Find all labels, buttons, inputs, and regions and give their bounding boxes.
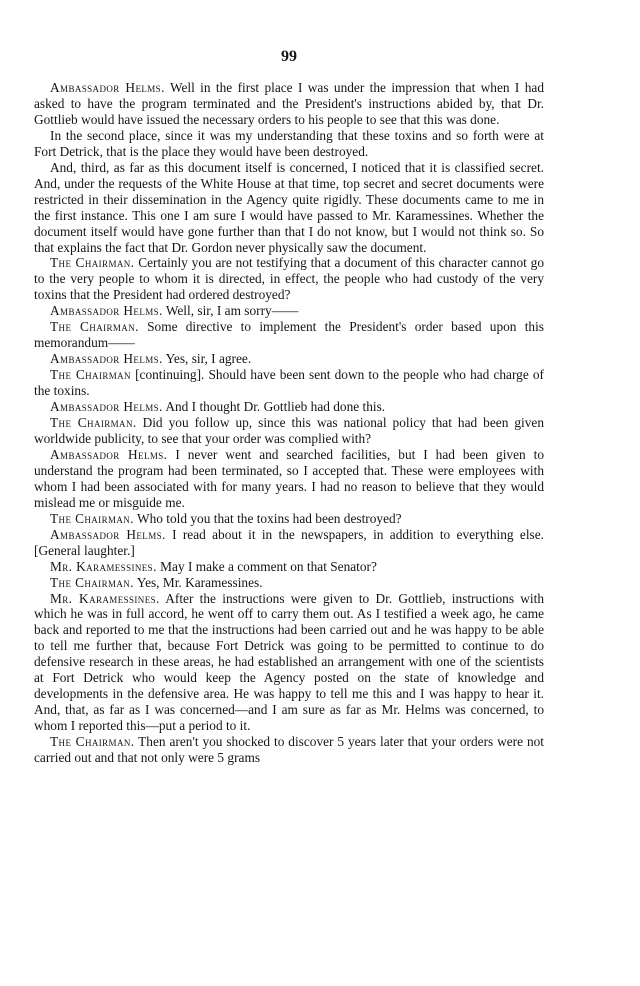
paragraph-text: Did you follow up, since this was national policy that had been given worldwide publicity, to see that your order was complied with? bbox=[34, 415, 545, 446]
speaker-name: Mr. Karamessines. bbox=[50, 590, 160, 606]
speaker-name: The Chairman. bbox=[50, 415, 137, 431]
paragraph bbox=[34, 128, 544, 160]
paragraph bbox=[34, 591, 544, 735]
paragraph-text: Yes, Mr. Karamessines. bbox=[133, 574, 263, 590]
paragraph-text: And, third, as far as this document itself is concerned, I noticed that it is classified secret. And, under the requests of the White House at that time, top secret and secret documents were restricted in their dissemination in the Agency quite rigidly. These documents came to me in the first instance. This one I am sure I would have passed to Mr. Karamessines. Whether the document itself would have gone further than that I do not know, but I would not think so. So that explains the fact that Dr. Gordon never physically saw the document. bbox=[34, 159, 544, 255]
speaker-name: Ambassador Helms. bbox=[50, 303, 163, 319]
paragraph bbox=[34, 527, 544, 559]
speaker-name: Ambassador Helms. bbox=[50, 399, 163, 415]
paragraph bbox=[34, 559, 544, 575]
paragraph bbox=[34, 399, 544, 415]
speaker-name: Ambassador Helms. bbox=[50, 351, 163, 367]
speaker-name: Mr. Karamessines. bbox=[50, 558, 157, 574]
speaker-name: The Chairman. bbox=[50, 319, 139, 335]
speaker-name: Ambassador Helms. bbox=[50, 446, 168, 462]
paragraph-text: Yes, sir, I agree. bbox=[162, 351, 252, 367]
speaker-name: The Chairman bbox=[50, 367, 131, 383]
paragraph bbox=[34, 351, 544, 367]
paragraph-text: Who told you that the toxins had been destroyed? bbox=[133, 510, 402, 526]
speaker-name: The Chairman. bbox=[50, 574, 134, 590]
speaker-name: Ambassador Helms. bbox=[50, 526, 166, 542]
speaker-name: The Chairman. bbox=[50, 255, 135, 271]
paragraph bbox=[34, 80, 544, 128]
speaker-name: The Chairman. bbox=[50, 510, 134, 526]
paragraph-text: In the second place, since it was my understanding that these toxins and so forth were at Fort Detrick, that is the place they would have been destroyed. bbox=[34, 127, 544, 159]
paragraph-text: Well, sir, I am sorry—— bbox=[162, 303, 299, 319]
paragraph bbox=[34, 160, 544, 256]
paragraph bbox=[34, 367, 544, 399]
speaker-name: Ambassador Helms. bbox=[50, 80, 165, 95]
paragraph bbox=[34, 415, 544, 447]
paragraph bbox=[34, 734, 544, 766]
paragraph-text: After the instructions were given to Dr. Gottlieb, instructions with which he was in full accord, he went off to carry them out. As I testified a week ago, he came back and reported to me that the instructions had been carried out and he was happy to be able to tell me further that, because Fort Detrick was going to be permitted to continue to do defensive research in these areas, he had established an arrangement with one of the scientists at Fort Detrick who would keep the Agency posted on the state of knowledge and developments in the defensive area. He was happy to tell me this and I was happy to hear it. And, that, as far as I was concerned—and I am sure as far as Mr. Helms was concerned, to whom I reported this—put a period to it. bbox=[34, 590, 544, 734]
paragraph-text: Well in the first place I was under the impression that when I had asked to have the program terminated and the President's instructions abided by, that Dr. Gottlieb would have issued the necessary orders to his people to see that this was done. bbox=[34, 80, 545, 127]
speaker-name: The Chairman. bbox=[50, 734, 135, 750]
paragraph bbox=[34, 447, 544, 511]
paragraph bbox=[34, 511, 544, 527]
paragraph-text: Certainly you are not testifying that a document of this character cannot go to the very people to whom it is directed, in effect, the people who had custody of the very toxins that the President had ordered destroyed? bbox=[34, 255, 544, 303]
paragraph-text: I never went and searched facilities, but I had been given to understand the program had been terminated, so I accepted that. These were employees with whom I had been associated with for many years. I had no reason to believe that they would mislead me or misguide me. bbox=[34, 446, 545, 510]
paragraph bbox=[34, 303, 544, 319]
paragraph-text: And I thought Dr. Gottlieb had done this. bbox=[162, 399, 386, 415]
paragraph-text: Some directive to implement the President's order based upon this memorandum—— bbox=[34, 319, 544, 351]
paragraph-text: May I make a comment on that Senator? bbox=[156, 558, 377, 574]
paragraph-text: [continuing]. Should have been sent down to the people who had charge of the toxins. bbox=[34, 367, 544, 399]
paragraph-text: Then aren't you shocked to discover 5 years later that your orders were not carried out and that not only were 5 grams bbox=[34, 734, 545, 766]
paragraph bbox=[34, 319, 544, 351]
page-number: 99 bbox=[281, 48, 297, 65]
paragraph bbox=[34, 255, 544, 303]
paragraph-text: I read about it in the newspapers, in addition to everything else. [General laughter.] bbox=[34, 526, 545, 558]
paragraph bbox=[34, 575, 544, 591]
testimony-body bbox=[34, 80, 544, 766]
